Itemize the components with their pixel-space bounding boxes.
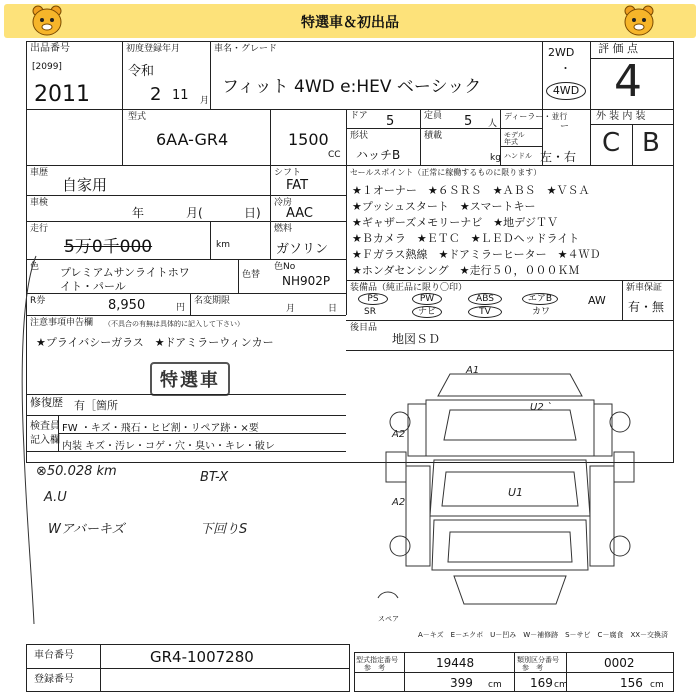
lot-number: 2011: [34, 82, 90, 107]
score-label: 評 価 点: [598, 42, 638, 55]
shift-label: シフト: [274, 168, 302, 178]
car-name-value: フィット 4WD e:HEV ベーシック: [222, 77, 482, 97]
lot-label: 出品番号: [30, 43, 70, 54]
equipment-leather: カワ: [532, 307, 551, 317]
equipment-navi: ナビ: [412, 306, 442, 318]
length-value: 399: [450, 676, 473, 690]
rear-seat-value: 地図ＳＤ: [392, 332, 441, 346]
mileage-value: 5万0千000: [64, 237, 153, 257]
handle-label: ハンドル: [504, 152, 532, 160]
score-exterior: C: [602, 128, 621, 158]
model-value: 6AA-GR4: [156, 130, 229, 149]
score-interior: B: [642, 128, 660, 158]
inspection-year: 年: [132, 206, 145, 220]
doors-label: ドア: [350, 111, 368, 121]
handwritten-under: 下回りS: [200, 522, 248, 537]
equipment-label: 装備品（純正品に限り〇印）: [350, 283, 468, 293]
equipment-tv: TV: [468, 306, 502, 318]
first-reg-year: 2: [150, 84, 162, 105]
shape-value: ハッチB: [356, 148, 401, 162]
header-title: 特選車＆初出品: [301, 15, 399, 31]
sales-point-line-6: ★ホンダセンシング ★走行５０，０００ＫＭ: [352, 264, 580, 277]
chassis-value: GR4-1007280: [150, 648, 254, 666]
handwritten-au: A.U: [44, 490, 67, 505]
diagram-mark-a2-lower: A2: [392, 497, 406, 508]
dealer-label: ディーラー・並行: [504, 112, 568, 121]
recycle-unit: 円: [176, 303, 186, 313]
car-name-label: 車名・グレード: [214, 44, 278, 54]
history-label: 車歴: [30, 168, 49, 178]
inspector-label-2: 記入欄: [30, 435, 60, 446]
equipment-airbag: エアB: [522, 293, 558, 305]
diagram-spare-label: スペア: [378, 615, 399, 623]
model-label: 型式: [128, 112, 147, 122]
history-value: 自家用: [62, 176, 108, 194]
inspection-label: 車検: [30, 198, 49, 208]
sales-point-line-5: ★Ｆガラス熱線 ★ドアミラーヒーター ★４ＷＤ: [352, 248, 601, 261]
handle-value: 左・右: [540, 150, 577, 164]
displacement-value: 1500: [288, 130, 329, 149]
diagram-mark-a2-upper: A2: [392, 429, 406, 440]
shape-label: 形状: [350, 131, 369, 141]
equipment-abs: ABS: [468, 293, 502, 305]
class-num-label: 類別区分番号: [517, 656, 559, 664]
diagram-legend: A－キズ E－エクボ U－凹み W－補修跡 S－サビ C－腐食 XX－交換済: [418, 631, 669, 639]
equipment-sr: SR: [364, 307, 376, 317]
class-ref-label: 参 考: [522, 664, 543, 672]
notes-value: ★プライバシーガラス ★ドアミラーウィンカー: [36, 336, 274, 349]
model-year-label-2: 年式: [504, 138, 518, 146]
score-ext-int-label: 外 装 内 装: [596, 111, 646, 122]
color-number-value: NH902P: [282, 274, 331, 288]
class-num-value: 0002: [604, 656, 635, 670]
repair-history-label: 修復歴: [30, 396, 63, 409]
first-reg-month-unit: 月: [200, 96, 210, 106]
drive-2wd: 2WD: [548, 46, 575, 59]
score-value: 4: [614, 56, 642, 107]
color-value-1: プレミアムサンライトホワ: [60, 266, 190, 279]
sales-point-line-1: ★１オーナー ★６ＳＲＳ ★ＡＢＳ ★ＶＳＡ: [352, 184, 590, 197]
recycle-value: 8,950: [108, 298, 146, 313]
displacement-unit: CC: [328, 150, 341, 160]
notes-sub-label: （不具合の有無は具体的に記入して下さい）: [104, 320, 244, 328]
model-year-label-1: モデル: [504, 131, 525, 139]
rear-seat-label: 後目品: [350, 323, 378, 333]
new-car-warranty-value: 有・無: [628, 300, 665, 314]
inspector-label-1: 検査員: [30, 421, 60, 432]
notes-label: 注意事項申告欄: [30, 318, 94, 328]
type-num-value: 19448: [436, 656, 475, 670]
sales-point-line-2: ★プッシュスタート ★スマートキー: [352, 200, 536, 213]
handwritten-bt: BT-X: [200, 470, 229, 485]
capacity-label: 定員: [424, 111, 443, 121]
load-unit: kg: [490, 153, 501, 163]
fuel-label: 燃料: [274, 224, 293, 234]
tiger-face-icon: [622, 5, 656, 37]
new-car-warranty-label: 新車保証: [626, 283, 663, 293]
capacity-value: 5: [464, 114, 473, 129]
width-value: 169: [530, 676, 553, 690]
color-value-2: イト・パール: [60, 280, 126, 293]
height-value: 156: [620, 676, 643, 690]
sales-points-label: セールスポイント（正常に稼働するものに限ります）: [350, 168, 542, 177]
lot-sub-number: [2099]: [32, 62, 62, 72]
recycle-label: R券: [30, 296, 46, 306]
equipment-pw: PW: [412, 293, 442, 305]
type-ref-label: 参 考: [364, 664, 385, 672]
color-label: 色: [30, 262, 40, 272]
repair-history-value: 有［箇所: [74, 399, 118, 412]
color-code-label: 色替: [242, 270, 261, 280]
notes-stamp: 特選車: [150, 362, 230, 396]
handwritten-wiper: Wアバーキズ: [48, 522, 125, 537]
name-change-month: 月: [286, 304, 296, 314]
inspector-fw-row: FW ・キズ・飛石・ヒビ割・リペア跡・×要: [62, 423, 259, 434]
diagram-mark-a1: A1: [466, 365, 480, 376]
doors-value: 5: [386, 114, 395, 129]
first-reg-month: 11: [172, 88, 189, 103]
mileage-label: 走行: [30, 224, 49, 234]
drive-4wd: 4WD: [546, 82, 586, 100]
inspection-month: 月(: [186, 206, 203, 220]
length-unit: cm: [488, 680, 502, 690]
header-banner: [4, 4, 696, 38]
diagram-mark-u2: U2 `: [530, 402, 552, 413]
fuel-value: ガソリン: [276, 242, 329, 257]
inspector-interior-row: 内装 キズ・汚レ・コゲ・穴・臭い・キレ・破レ: [62, 441, 275, 452]
first-reg-label: 初度登録年月: [126, 44, 181, 54]
shift-value: FAT: [286, 178, 309, 193]
load-label: 積載: [424, 131, 443, 141]
chassis-label: 車台番号: [34, 650, 74, 661]
registration-label: 登録番号: [34, 674, 74, 685]
handwritten-mileage: ⊗50.028 km: [36, 464, 117, 479]
handwritten-bracket: [14, 250, 44, 630]
equipment-ps: PS: [358, 293, 388, 305]
color-number-label: 色No: [274, 262, 296, 272]
capacity-unit: 人: [488, 119, 498, 129]
width-unit: cm: [554, 680, 568, 690]
aircon-value: AAC: [286, 206, 313, 221]
type-num-label: 型式指定番号: [356, 656, 398, 664]
inspection-day: 日): [244, 206, 261, 220]
diagram-mark-u1: U1: [508, 486, 524, 499]
name-change-label: 名変期限: [194, 296, 231, 306]
height-unit: cm: [650, 680, 664, 690]
aircon-label: 冷房: [274, 198, 293, 208]
mileage-unit: km: [216, 240, 230, 250]
name-change-day: 日: [328, 304, 338, 314]
sales-point-line-4: ★Ｂカメラ ★ＥＴＣ ★ＬＥＤヘッドライト: [352, 232, 580, 245]
equipment-aw: AW: [588, 294, 606, 307]
drive-dot: ・: [560, 62, 571, 75]
dealer-value: ー: [560, 122, 570, 132]
sales-point-line-3: ★ギャザーズメモリーナビ ★地デジＴＶ: [352, 216, 558, 229]
first-reg-era: 令和: [128, 64, 155, 79]
